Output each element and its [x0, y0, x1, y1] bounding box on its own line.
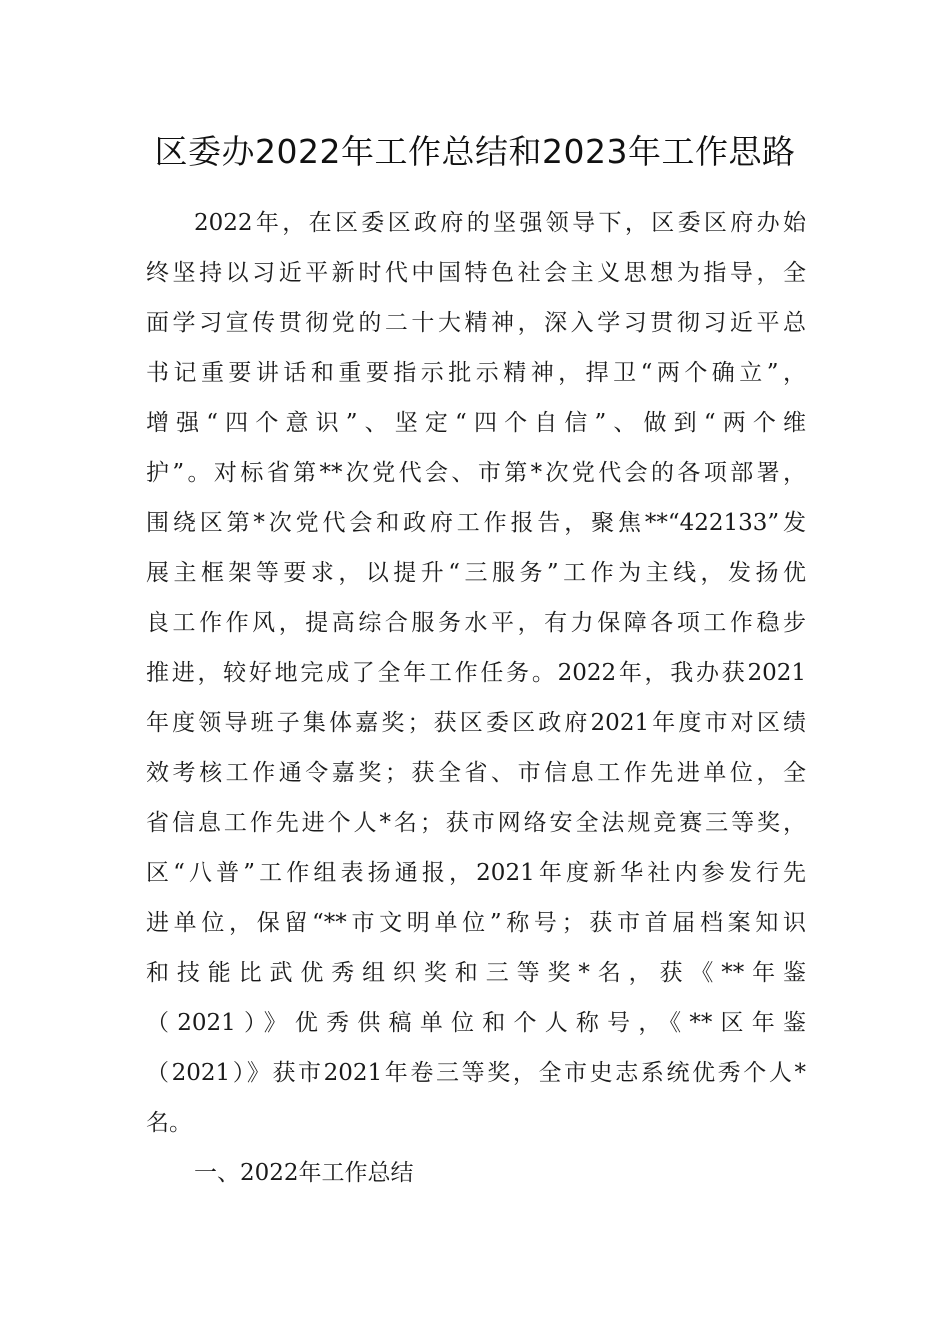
paragraph-line: 推进，较好地完成了全年工作任务。2022年，我办获2021	[146, 660, 806, 686]
document-body	[146, 198, 806, 1198]
paragraph-line: 增强“四个意识”、坚定“四个自信”、做到“两个维	[146, 410, 806, 436]
paragraph-line: 终坚持以习近平新时代中国特色社会主义思想为指导，全	[146, 260, 806, 286]
section-heading: 一、2022年工作总结	[194, 1160, 414, 1186]
paragraph-line: 面学习宣传贯彻党的二十大精神，深入学习贯彻习近平总	[146, 310, 806, 336]
paragraph-line: 进单位，保留“**市文明单位”称号；获市首届档案知识	[146, 910, 806, 936]
paragraph-line: 2022年，在区委区政府的坚强领导下，区委区府办始	[194, 210, 806, 236]
paragraph-line: （2021）》优秀供稿单位和个人称号，《**区年鉴	[146, 1010, 806, 1036]
paragraph-line: 区“八普”工作组表扬通报，2021年度新华社内参发行先	[146, 860, 806, 886]
paragraph-line: 展主框架等要求，以提升“三服务”工作为主线，发扬优	[146, 560, 806, 586]
paragraph-line: 和技能比武优秀组织奖和三等奖*名，获《**年鉴	[146, 960, 806, 986]
paragraph-line: 书记重要讲话和重要指示批示精神，捍卫“两个确立”，	[146, 360, 806, 386]
paragraph-line: 良工作作风，提高综合服务水平，有力保障各项工作稳步	[146, 610, 806, 636]
paragraph-line: 围绕区第*次党代会和政府工作报告，聚焦**“422133”发	[146, 510, 806, 536]
paragraph-line: 名。	[146, 1110, 192, 1136]
paragraph-line: 省信息工作先进个人*名；获市网络安全法规竞赛三等奖，	[146, 810, 806, 836]
paragraph-line: 效考核工作通令嘉奖；获全省、市信息工作先进单位，全	[146, 760, 806, 786]
paragraph-line: （2021）》获市2021年卷三等奖，全市史志系统优秀个人*	[146, 1060, 806, 1086]
document-title: 区委办2022年工作总结和2023年工作思路	[154, 132, 796, 171]
paragraph-line: 年度领导班子集体嘉奖；获区委区政府2021年度市对区绩	[146, 710, 806, 736]
paragraph-line: 护”。对标省第**次党代会、市第*次党代会的各项部署，	[146, 460, 806, 486]
